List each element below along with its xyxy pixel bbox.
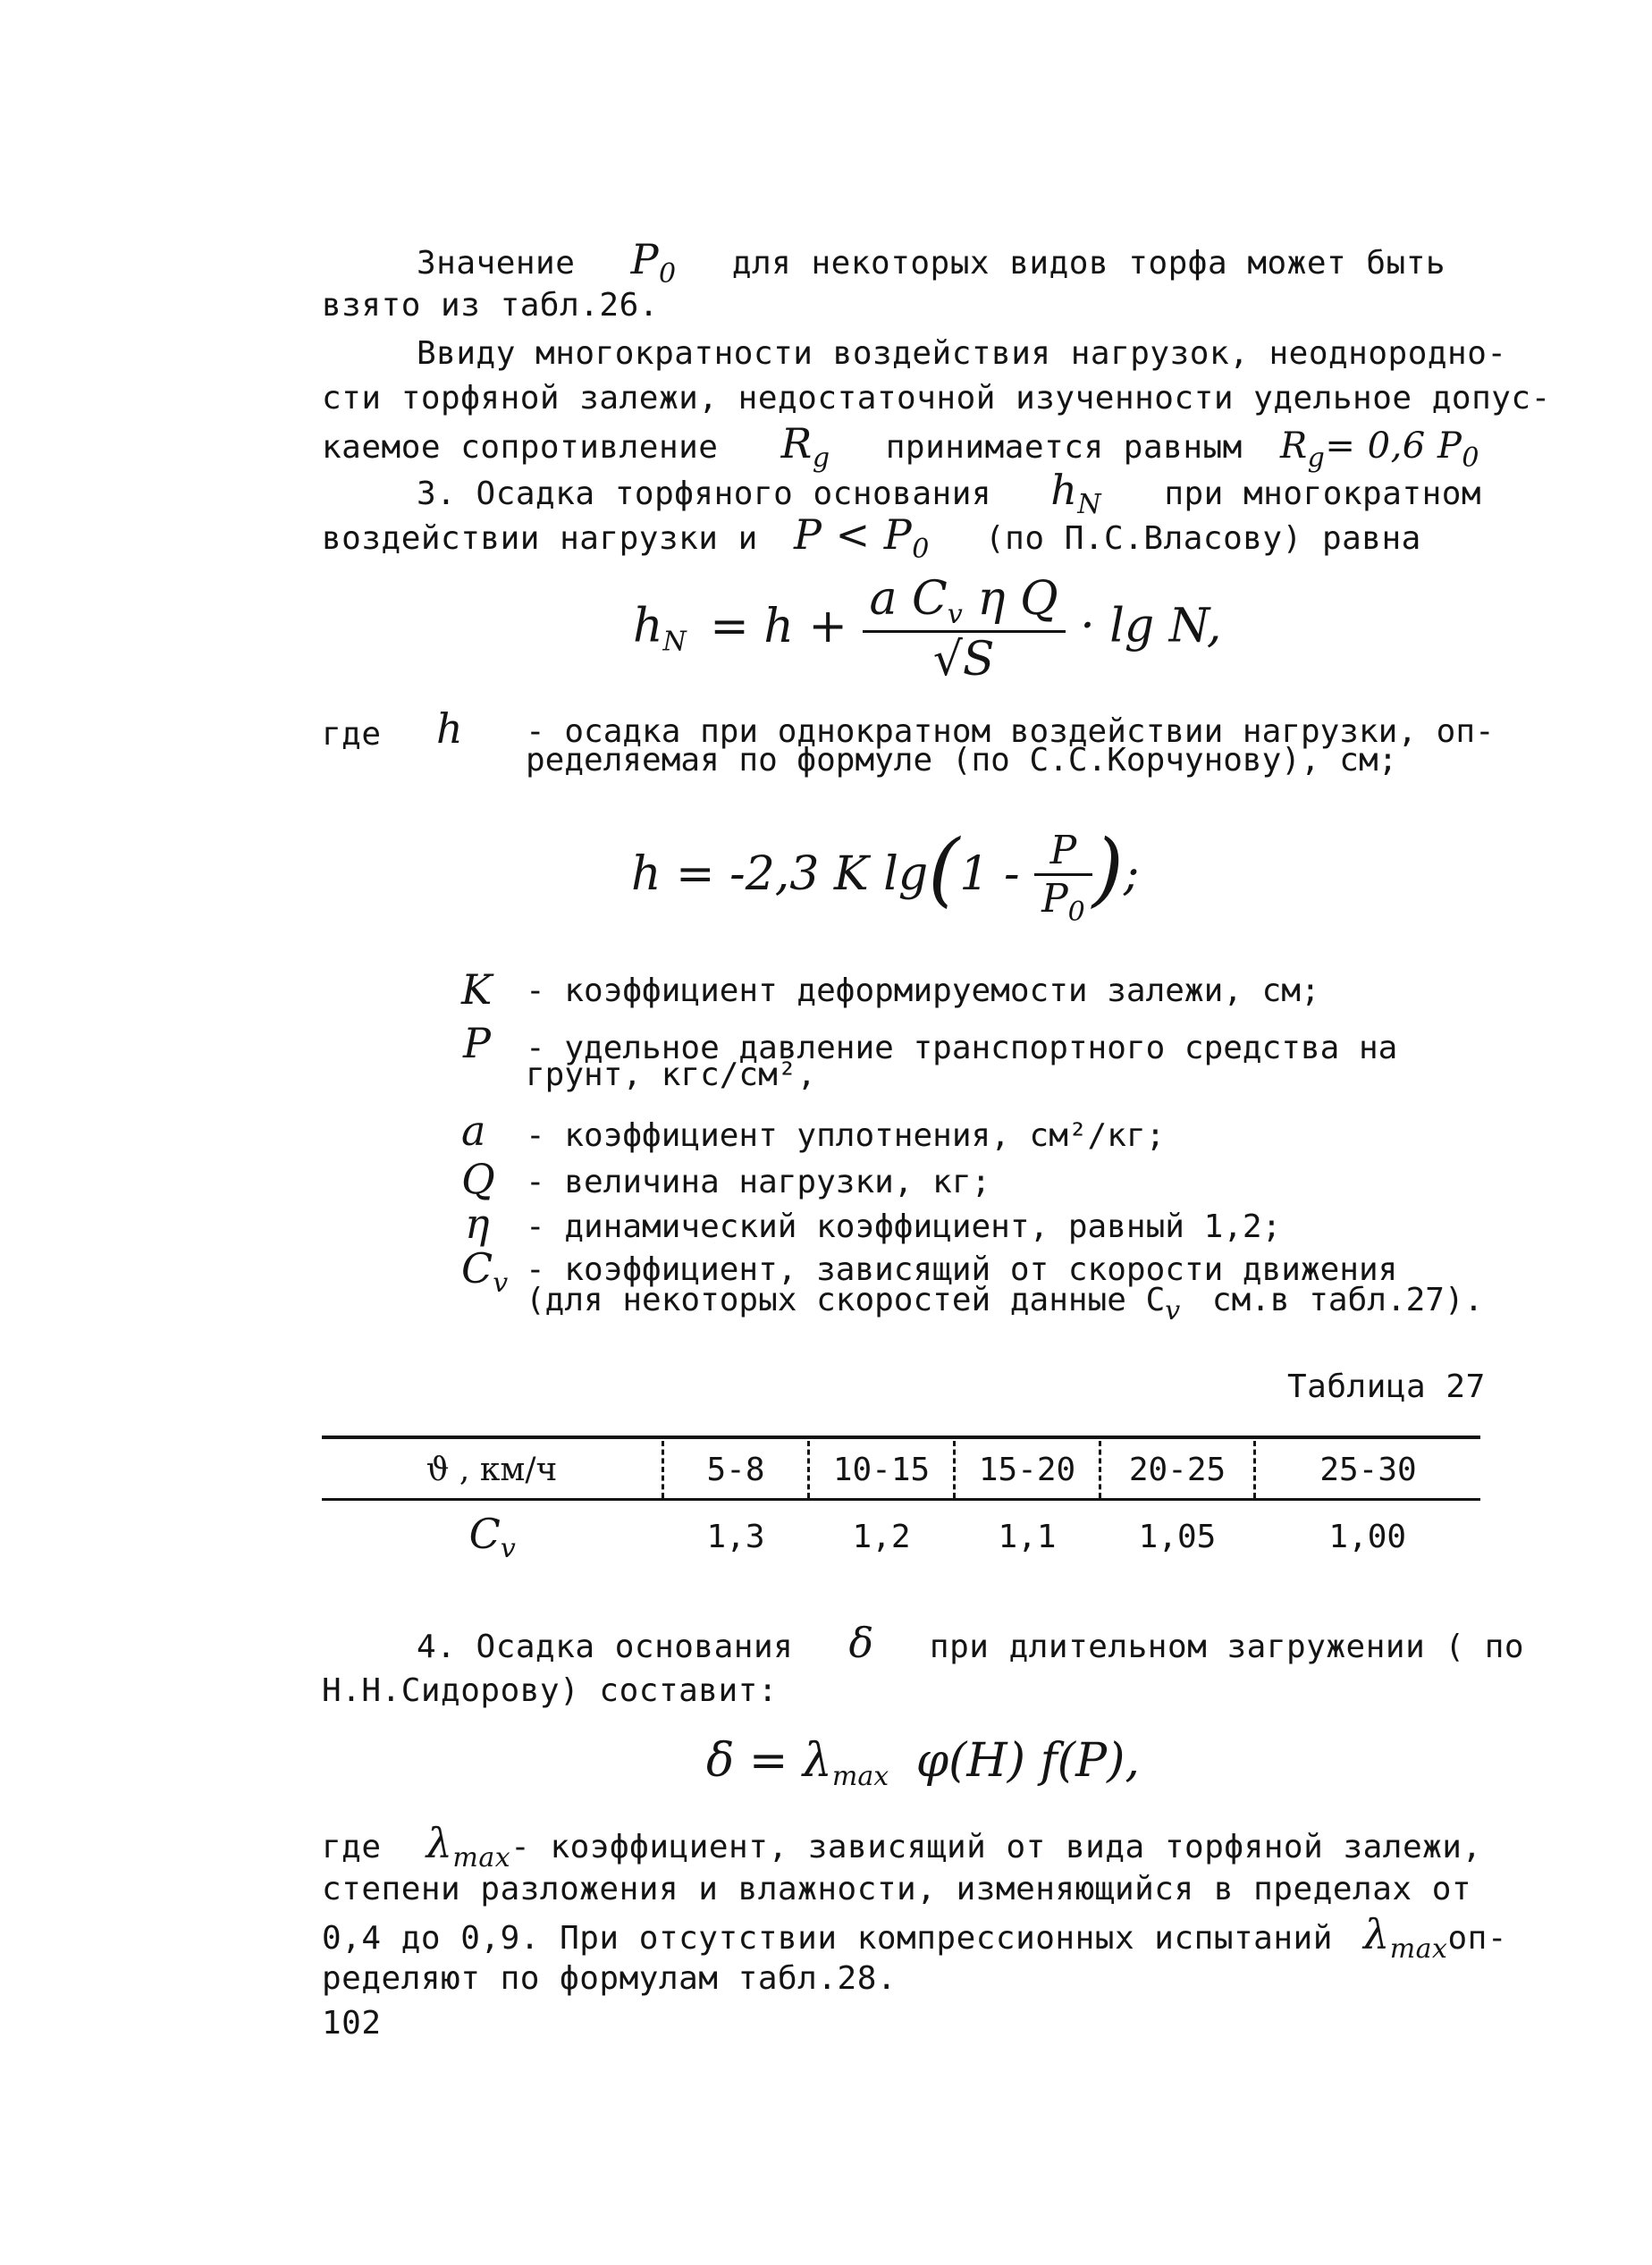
definition-line: - коэффициент уплотнения, см²/кг; (526, 1117, 1166, 1154)
text: принимается равным (885, 429, 1243, 466)
text: (по П.С.Власову) равна (985, 520, 1421, 557)
fraction: $\frac{a C_v \eta Q}{√S}$ (863, 572, 1066, 686)
inline-condition: $P < P_0$ (794, 510, 930, 565)
table-cell: 1,05 (1138, 1518, 1217, 1555)
text: Значение (417, 245, 576, 282)
paragraph-line: Н.Н.Сидорову) составит: (322, 1672, 778, 1709)
page-number: 102 (322, 2005, 382, 2042)
table-caption: Таблица 27 (1287, 1368, 1486, 1405)
symbol-lambda-max: $\lambda_{max}$ (1363, 1910, 1448, 1965)
table-27 (322, 1441, 1480, 1575)
definition-line: - динамический коэффициент, равный 1,2; (526, 1208, 1282, 1245)
table-top-rule (322, 1436, 1480, 1439)
symbol-q: Q (461, 1155, 495, 1203)
paragraph-line (417, 1619, 1525, 1667)
where-label: где (322, 716, 382, 753)
text: 0,4 до 0,9. При отсутствии компрессионных испытаний (322, 1920, 1333, 1957)
table-header-cell: 25-30 (1255, 1441, 1481, 1498)
symbol-rg: $R_g$ (780, 419, 830, 474)
symbol-h: h (436, 704, 463, 753)
symbol-hn: $h_N$ (1050, 466, 1102, 520)
text: - коэффициент, зависящий от вида торфяной залежи, (510, 1829, 1482, 1865)
symbol-p0: $P_0$ (630, 235, 677, 290)
table-header-cell: 15-20 (955, 1441, 1100, 1498)
definition-line: - осадка при однократном воздействии нагрузки, оп- (526, 713, 1495, 750)
table-cell-label: $C_v$ (468, 1509, 516, 1564)
definition-line: - коэффициент деформируемости залежи, см; (526, 973, 1320, 1009)
table-row (322, 1498, 1480, 1575)
paragraph-line: взято из табл.26. (322, 287, 659, 324)
table-cell: 1,3 (706, 1518, 765, 1555)
table-cell: 1,00 (1328, 1518, 1407, 1555)
text: 3. Осадка торфяного основания (417, 476, 992, 512)
formula-h: h = -2,3 K lg(1 - $\frac{P}{P_0}$ ); (631, 822, 1140, 928)
symbol-a: a (461, 1107, 486, 1155)
table-cell: 1,1 (998, 1518, 1057, 1555)
definition-line: - величина нагрузки, кг; (526, 1164, 991, 1200)
symbol-cv: $C_v$ (461, 1244, 509, 1299)
table-header-cell: 10-15 (809, 1441, 955, 1498)
symbol-k: K (461, 965, 493, 1014)
text: при длительном загружении ( по (929, 1629, 1525, 1665)
text: воздействии нагрузки и (322, 520, 758, 557)
paragraph-line: ределяют по формулам табл.28. (322, 1960, 898, 1997)
table-header-cell: ϑ , км/ч (426, 1451, 558, 1488)
text: при многократном (1164, 476, 1482, 512)
text: для некоторых видов торфа может быть (731, 245, 1446, 282)
definition-line: - удельное давление транспортного средства на (526, 1030, 1398, 1066)
table-header-row (322, 1441, 1480, 1498)
definition-line: ределяемая по формуле (по С.С.Корчунову), см; (526, 742, 1398, 779)
definition-line: грунт, кгс/см², (526, 1057, 817, 1093)
text: каемое сопротивление (322, 429, 719, 466)
symbol-eta: η (465, 1200, 490, 1248)
text: 4. Осадка основания (417, 1629, 794, 1665)
paragraph-line: Ввиду многократности воздействия нагрузок, неоднородно- (417, 335, 1507, 372)
text: где (322, 1829, 382, 1865)
formula-delta: $\delta = \lambda_{max}$ φ(H) f(P), (706, 1734, 1140, 1792)
definition-line: (для некоторых скоростей данные $C_v$ см.в табл.27). (526, 1282, 1484, 1326)
inline-formula-rg: $R_g= 0,6$ $P_0$ (1280, 425, 1479, 474)
table-header-cell: 5-8 (663, 1441, 809, 1498)
paragraph-line (322, 510, 1421, 569)
symbol-lambda-max: $\lambda_{max}$ (426, 1819, 511, 1873)
paragraph-line: сти торфяной залежи, недостаточной изученности удельное допус- (322, 380, 1551, 417)
fraction: $\frac{P}{P_0}$ (1034, 828, 1092, 928)
text: оп- (1447, 1920, 1508, 1957)
symbol-p: P (463, 1019, 491, 1067)
table-cell: 1,2 (852, 1518, 911, 1555)
formula-hn: $h_N = h$ + $\frac{a C_v \eta Q}{√S}$ · lg N, (633, 572, 1222, 686)
definition-line: - коэффициент, зависящий от скорости движения (526, 1251, 1398, 1288)
paragraph-line: степени разложения и влажности, изменяющийся в пределах от (322, 1871, 1472, 1907)
table-header-rule (322, 1498, 1480, 1501)
symbol-delta: δ (848, 1619, 874, 1667)
table-header-cell: 20-25 (1100, 1441, 1255, 1498)
